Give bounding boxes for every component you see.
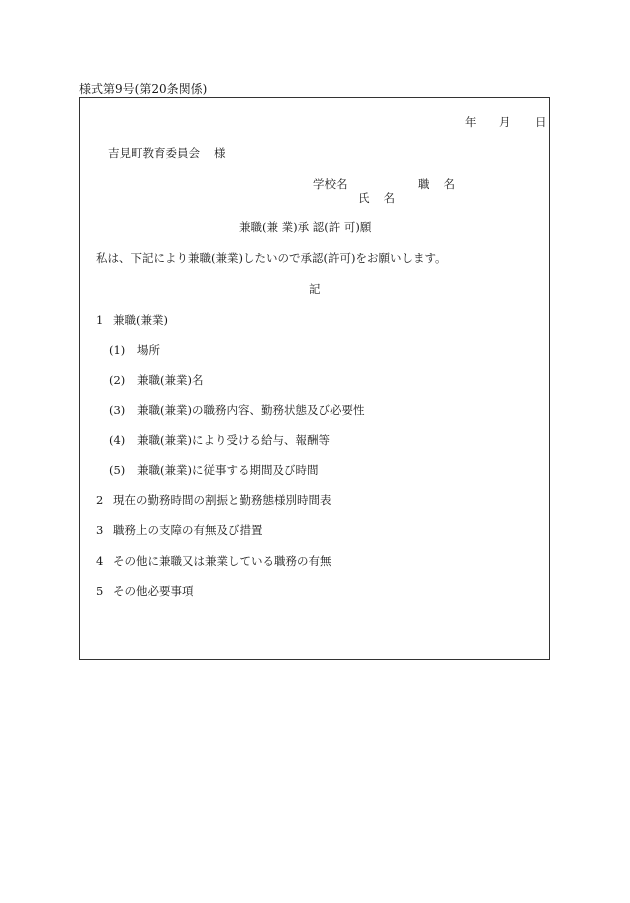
sub-list-item bbox=[109, 402, 364, 418]
date-day-label: 日 bbox=[535, 115, 547, 129]
sub-list-item bbox=[109, 372, 203, 388]
addressee-name: 吉見町教育委員会 bbox=[108, 146, 200, 160]
list-item bbox=[96, 583, 194, 599]
sub-item-number: (5) bbox=[109, 463, 126, 477]
list-item bbox=[96, 553, 332, 569]
ki-heading: 記 bbox=[309, 282, 321, 296]
item-text: 現在の勤務時間の割振と勤務態様別時間表 bbox=[113, 493, 332, 507]
position-label: 職名 bbox=[418, 177, 469, 191]
sub-item-number: (2) bbox=[109, 373, 126, 387]
list-item bbox=[96, 522, 263, 538]
sub-item-text: 兼職(兼業)に従事する期間及び時間 bbox=[137, 463, 319, 477]
date-year-label: 年 bbox=[465, 115, 477, 129]
sub-item-number: (3) bbox=[109, 403, 126, 417]
item-text: その他に兼職又は兼業している職務の有無 bbox=[113, 554, 332, 568]
sub-item-number: (1) bbox=[109, 343, 126, 357]
item-number: 2 bbox=[96, 493, 104, 507]
sub-item-text: 場所 bbox=[137, 343, 160, 357]
item-number: 3 bbox=[96, 523, 104, 537]
item-number: 4 bbox=[96, 554, 104, 568]
form-number: 様式第9号(第20条関係) bbox=[79, 82, 208, 96]
sub-item-number: (4) bbox=[109, 433, 126, 447]
item-text: 兼職(兼業) bbox=[113, 313, 168, 327]
addressee-suffix: 様 bbox=[214, 146, 226, 160]
list-item bbox=[96, 312, 168, 328]
request-statement: 私は、下記により兼職(兼業)したいので承認(許可)をお願いします。 bbox=[96, 251, 447, 265]
item-text: その他必要事項 bbox=[113, 584, 194, 598]
school-name-label: 学校名 bbox=[313, 177, 348, 191]
item-number: 5 bbox=[96, 584, 104, 598]
sub-list-item bbox=[109, 342, 160, 358]
list-item bbox=[96, 492, 332, 508]
date-month-label: 月 bbox=[499, 115, 511, 129]
sub-item-text: 兼職(兼業)により受ける給与、報酬等 bbox=[137, 433, 330, 447]
sub-list-item bbox=[109, 432, 330, 448]
document-title: 兼職(兼 業)承 認(許 可)願 bbox=[239, 220, 372, 234]
sub-item-text: 兼職(兼業)の職務内容、勤務状態及び必要性 bbox=[137, 403, 365, 417]
name-label: 氏名 bbox=[358, 191, 409, 205]
sub-item-text: 兼職(兼業)名 bbox=[137, 373, 204, 387]
item-text: 職務上の支障の有無及び措置 bbox=[113, 523, 263, 537]
sub-list-item bbox=[109, 462, 318, 478]
item-number: 1 bbox=[96, 313, 104, 327]
